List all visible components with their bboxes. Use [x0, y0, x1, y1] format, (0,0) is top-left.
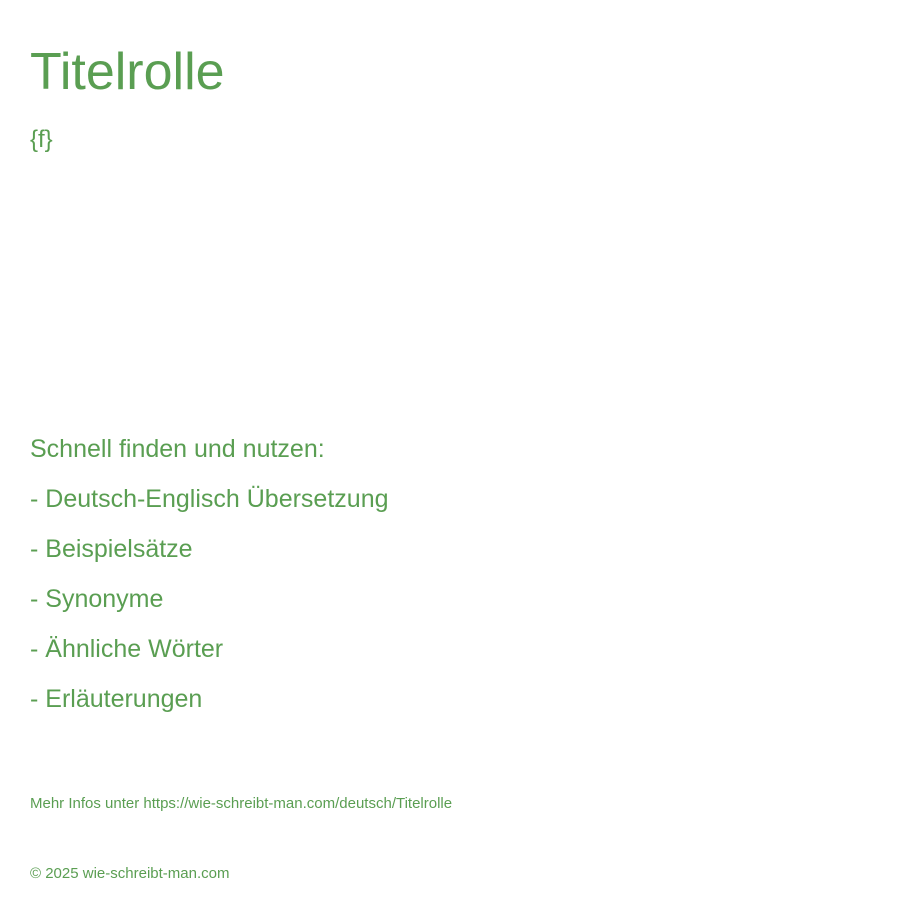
gender-label: {f} [30, 126, 53, 153]
feature-list-heading: Schnell finden und nutzen: [30, 435, 325, 463]
feature-item-similar-words: - Ähnliche Wörter [30, 635, 224, 663]
feature-list [30, 424, 389, 724]
copyright-text: © 2025 wie-schreibt-man.com [30, 865, 230, 882]
feature-item-translation: - Deutsch-Englisch Übersetzung [30, 485, 389, 513]
more-info-text: Mehr Infos unter https://wie-schreibt-man.com/deutsch/Titelrolle [30, 795, 453, 812]
word-title: Titelrolle [30, 43, 225, 101]
feature-item-synonyms: - Synonyme [30, 585, 164, 613]
feature-item-example-sentences: - Beispielsätze [30, 535, 193, 563]
feature-item-explanations: - Erläuterungen [30, 685, 203, 713]
